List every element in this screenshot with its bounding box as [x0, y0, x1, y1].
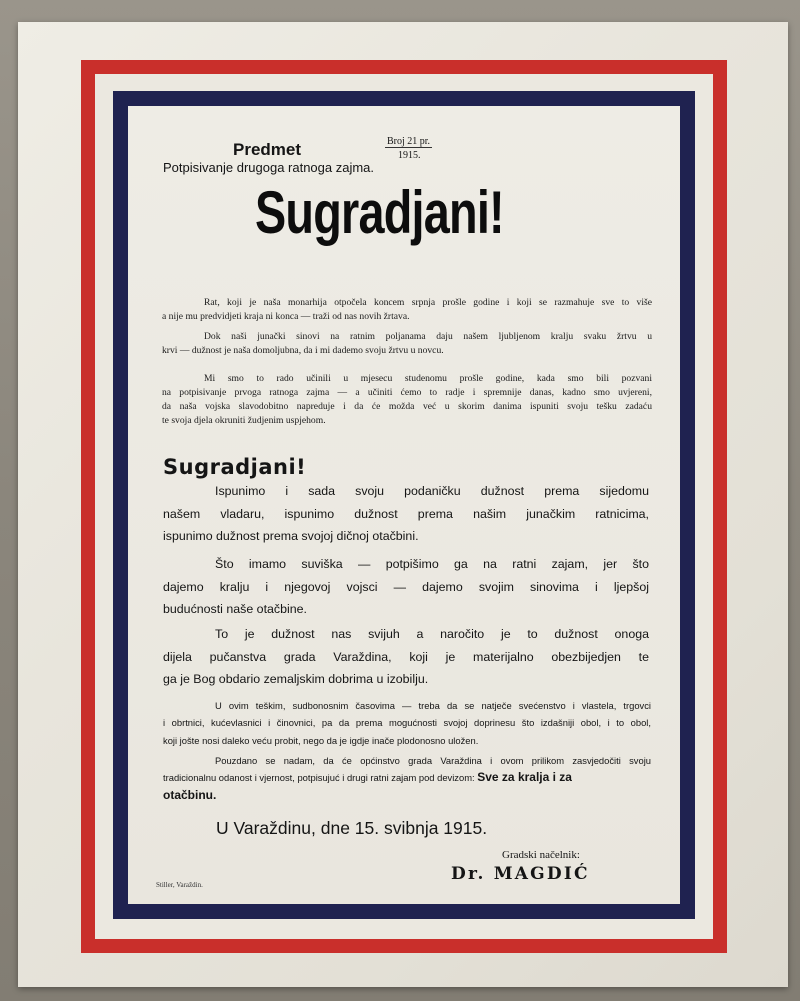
text-fragment: tradicionalnu odanost i vjernost, potpisujuć i drugi ratni zajam pod devizom:: [163, 772, 475, 784]
text-line: To je dužnost nas svijuh a naročito je to dužnost onoga: [215, 627, 649, 641]
text-line: koji jošte nosi daleko veću probit, nego da je igdje inače plodonosno uložen.: [163, 734, 479, 746]
subheadline: Sugradjani!: [163, 455, 307, 479]
motto: Sve za kralja i za: [477, 770, 572, 785]
appeal-paragraph-1: [163, 480, 649, 548]
headline: Sugradjani!: [255, 179, 504, 246]
reference-number: Broj 21 pr.: [387, 136, 431, 147]
text-line: [163, 769, 651, 786]
text-line: ga je Bog obdario zemaljskim dobrima u izobilju.: [163, 672, 429, 687]
text-line: U ovim teškim, sudbonosnim časovima — treba da se natječe svećenstvo i vlastela, trgovci: [215, 700, 651, 711]
appeal-paragraph-2: [163, 553, 649, 621]
text-line: našem vladaru, ispunimo dužnost prema našim junačkim ratnicima,: [163, 506, 649, 521]
text-line: Rat, koji je naša monarhija otpočela koncem srpnja prošle godine i koji se razmahuje sve to više: [204, 297, 652, 308]
closing-paragraph: [163, 697, 651, 749]
motto-end: otačbinu.: [163, 787, 217, 802]
text-line: dijela pučanstva grada Varaždina, koji je materijalno obezbijedjen te: [163, 649, 649, 664]
text-line: Pouzdano se nadam, da će općinstvo grada Varaždina i ovom prilikom zasvjedočiti svoju: [215, 755, 651, 766]
text-line: krvi — dužnost je naša domoljubna, da i mi dademo svoju žrtvu u novcu.: [162, 345, 444, 356]
text-line: ispunimo dužnost prema svojoj dičnoj otačbini.: [163, 529, 419, 544]
subject-line: Potpisivanje drugoga ratnoga zajma.: [163, 160, 375, 175]
date-line: U Varaždinu, dne 15. svibnja 1915.: [216, 818, 488, 838]
text-line: Ispunimo i sada svoju podaničku dužnost prema sijedomu: [215, 484, 649, 498]
text-line: te svoja djela okruniti žudjenim uspjehom.: [162, 415, 326, 426]
appeal-paragraph-3: [163, 623, 649, 691]
printer-imprint: Stiller, Varaždin.: [156, 881, 203, 889]
text-line: i obrtnici, kućevlasnici i činovnici, pa da prema mogućnosti svojoj doprinesu što izdašniji obol, i to obol,: [163, 717, 651, 729]
intro-paragraph-1: [162, 296, 652, 324]
subject-title: Predmet: [233, 140, 302, 159]
text-line: da naša vojska slavodobitno napreduje i da će možda već u skorim danima ispuniti svoju tešku zadaću: [162, 401, 652, 412]
text-line: Mi smo to rado učinili u mjesecu studenomu prošle godine, kada smo bili pozvani: [204, 373, 652, 384]
text-line: dajemo kralju i njegovoj vojsci — dajemo svojim sinovima i ljepšoj: [163, 579, 649, 594]
final-paragraph: [163, 752, 651, 804]
mayor-signature: Dr. MAGDIĆ: [451, 864, 590, 884]
text-line: Dok naši junački sinovi na ratnim poljanama daju našem ljubljenom kralju svaku žrtvu u: [204, 331, 652, 342]
intro-paragraph-2: [162, 330, 652, 358]
text-line: budućnosti naše otačbine.: [163, 602, 307, 617]
mayor-title: Gradski načelnik:: [502, 849, 580, 861]
text-line: a nije mu predvidjeti kraja ni konca — traži od nas novih žrtava.: [162, 311, 410, 322]
reference-year: 1915.: [398, 150, 421, 161]
text-line: Što imamo suviška — potpišimo ga na ratni zajam, jer što: [215, 557, 649, 571]
intro-paragraph-3: [162, 372, 652, 428]
text-line: na potpisivanje prvoga ratnoga zajma — a učiniti ćemo to radje i spremnije danas, kadno smo uvjereni,: [162, 387, 652, 398]
